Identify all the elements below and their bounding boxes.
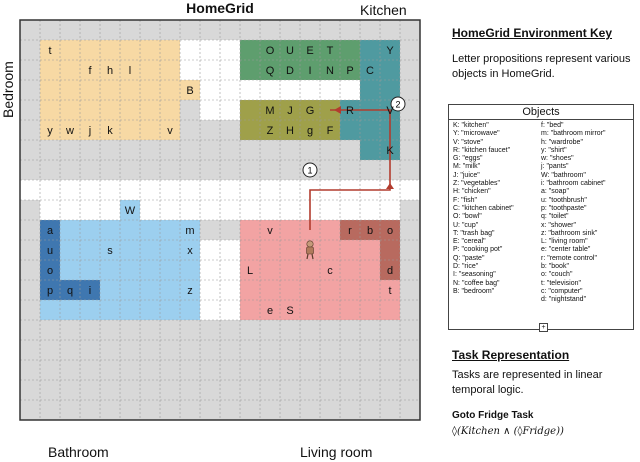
ltl-formula: ◊(Kitchen ∧ (◊Fridge)) — [452, 426, 564, 437]
object-label: s — [107, 245, 113, 257]
legend-entry: G: "eggs" — [453, 155, 483, 163]
step-marker-label: 2 — [395, 99, 401, 110]
legend-entry: b: "book" — [541, 263, 569, 271]
object-label: v — [267, 225, 273, 237]
legend-entry: j: "pants" — [541, 163, 569, 171]
legend-entry: F: "fish" — [453, 196, 478, 204]
task-description: Tasks are represented in linear temporal logic. — [452, 369, 603, 396]
legend-entry: i: "bathroom cabinet" — [541, 180, 606, 188]
legend-entry: Z: "vegetables" — [453, 180, 500, 188]
object-label: D — [286, 65, 294, 77]
object-label: K — [386, 145, 394, 157]
floor-area — [400, 180, 420, 200]
legend-entry: O: "bowl" — [453, 213, 482, 221]
legend-entry: a: "soap" — [541, 188, 569, 196]
object-label: o — [46, 265, 54, 277]
object-label: b — [366, 225, 374, 237]
object-label: B — [186, 85, 194, 97]
object-label: U — [286, 45, 294, 57]
legend-entry: C: "kitchen cabinet" — [453, 204, 514, 212]
legend-entry: T: "trash bag" — [453, 229, 495, 237]
object-label: E — [306, 45, 314, 57]
objects-legend-header: Objects — [449, 105, 633, 120]
object-label: t — [48, 45, 52, 57]
legend-entry: P: "cooking pot" — [453, 246, 503, 254]
legend-entry: W: "bathroom" — [541, 171, 586, 179]
legend-entry: r: "remote control" — [541, 254, 597, 262]
object-label: M — [265, 105, 275, 117]
object-label: o — [386, 225, 394, 237]
legend-entry: J: "juice" — [453, 171, 480, 179]
legend-entry: q: "toilet" — [541, 213, 569, 221]
gridlines-layer — [20, 20, 420, 420]
object-label: x — [187, 245, 193, 257]
object-label: q — [66, 285, 74, 297]
object-label: L — [246, 265, 254, 277]
legend-entry: V: "stove" — [453, 138, 483, 146]
legend-entry: u: "toothbrush" — [541, 196, 587, 204]
object-label: C — [366, 65, 374, 77]
grid-title: HomeGrid — [186, 0, 254, 16]
agent-body-icon — [307, 247, 314, 254]
object-label: R — [346, 105, 354, 117]
legend-entry: I: "seasoning" — [453, 271, 496, 279]
legend-entry: h: "wardrobe" — [541, 138, 583, 146]
object-label: Z — [266, 125, 274, 137]
objects-legend — [448, 104, 634, 330]
object-label: P — [346, 65, 354, 77]
object-label: S — [286, 305, 294, 317]
object-label: m — [185, 225, 195, 237]
bathroom-label: Bathroom — [48, 444, 109, 460]
bedroom-label: Bedroom — [0, 61, 16, 118]
object-label: J — [287, 105, 293, 117]
legend-entry: x: "shower" — [541, 221, 576, 229]
object-label: p — [46, 285, 54, 297]
object-label: y — [47, 125, 53, 137]
legend-entry: m: "bathroom mirror" — [541, 130, 606, 138]
object-label: d — [386, 265, 394, 277]
object-label: Y — [386, 45, 394, 57]
task-title: Task Representation — [452, 348, 570, 362]
object-label: z — [187, 285, 193, 297]
legend-entry: N: "coffee bag" — [453, 279, 500, 287]
object-label: u — [46, 245, 54, 257]
object-label: I — [308, 65, 312, 77]
object-label: e — [266, 305, 274, 317]
object-label: H — [286, 125, 294, 137]
legend-entry: L: "living room" — [541, 238, 588, 246]
object-label: j — [88, 125, 92, 137]
object-label: F — [326, 125, 334, 137]
legend-entry: U: "cup" — [453, 221, 479, 229]
object-label: w — [66, 125, 74, 137]
object-label: r — [348, 225, 352, 237]
legend-entry: f: "bed" — [541, 122, 564, 129]
object-label: l — [128, 65, 132, 77]
object-label: v — [167, 125, 173, 137]
legend-entry: c: "computer" — [541, 287, 583, 295]
legend-entry: M: "milk" — [453, 163, 481, 171]
legend-entry: D: "rice" — [453, 263, 479, 271]
legend-entry: e: "center table" — [541, 246, 591, 254]
legend-entry: t: "television" — [541, 279, 581, 287]
object-label: G — [305, 105, 315, 117]
agent-head-icon — [307, 241, 313, 247]
legend-entry: y: "shirt" — [541, 146, 567, 154]
legend-entry: Y: "microwave" — [453, 130, 500, 138]
legend-entry: H: "chicken" — [453, 188, 491, 196]
legend-entry: Q: "paste" — [453, 254, 485, 262]
object-label: i — [88, 285, 92, 297]
objects-column-left — [453, 122, 541, 305]
object-label: W — [124, 205, 136, 217]
object-label: a — [46, 225, 54, 237]
object-label: Q — [265, 65, 275, 77]
legend-entry: z: "bathroom sink" — [541, 229, 598, 237]
fridge-task-title: Goto Fridge Task — [452, 410, 534, 421]
object-label: c — [327, 265, 333, 277]
legend-entry: p: "toothpaste" — [541, 204, 587, 212]
object-label: T — [326, 45, 334, 57]
legend-entry: B: "bedroom" — [453, 287, 495, 295]
floor-area — [20, 180, 40, 200]
object-label: N — [326, 65, 334, 77]
object-label: f — [88, 65, 92, 77]
legend-entry: w: "shoes" — [541, 155, 574, 163]
key-title: HomeGrid Environment Key — [452, 26, 613, 40]
legend-entry: d: "nightstand" — [541, 296, 587, 304]
expand-toggle-icon[interactable]: + — [539, 323, 548, 332]
object-label: t — [388, 285, 392, 297]
object-label: h — [106, 65, 114, 77]
objects-column-right — [541, 122, 629, 305]
step-marker-label: 1 — [307, 165, 313, 176]
legend-entry: E: "cereal" — [453, 238, 486, 246]
object-label: k — [107, 125, 113, 137]
legend-entry: R: "kitchen faucet" — [453, 146, 511, 154]
legend-entry: o: "couch" — [541, 271, 573, 279]
key-description: Letter propositions represent various objects in HomeGrid. — [452, 53, 631, 80]
living-room-label: Living room — [300, 444, 373, 460]
legend-entry: K: "kitchen" — [453, 122, 489, 129]
object-label: g — [306, 125, 314, 137]
object-label: V — [386, 105, 394, 117]
kitchen-label: Kitchen — [360, 2, 407, 18]
object-label: O — [265, 45, 275, 57]
